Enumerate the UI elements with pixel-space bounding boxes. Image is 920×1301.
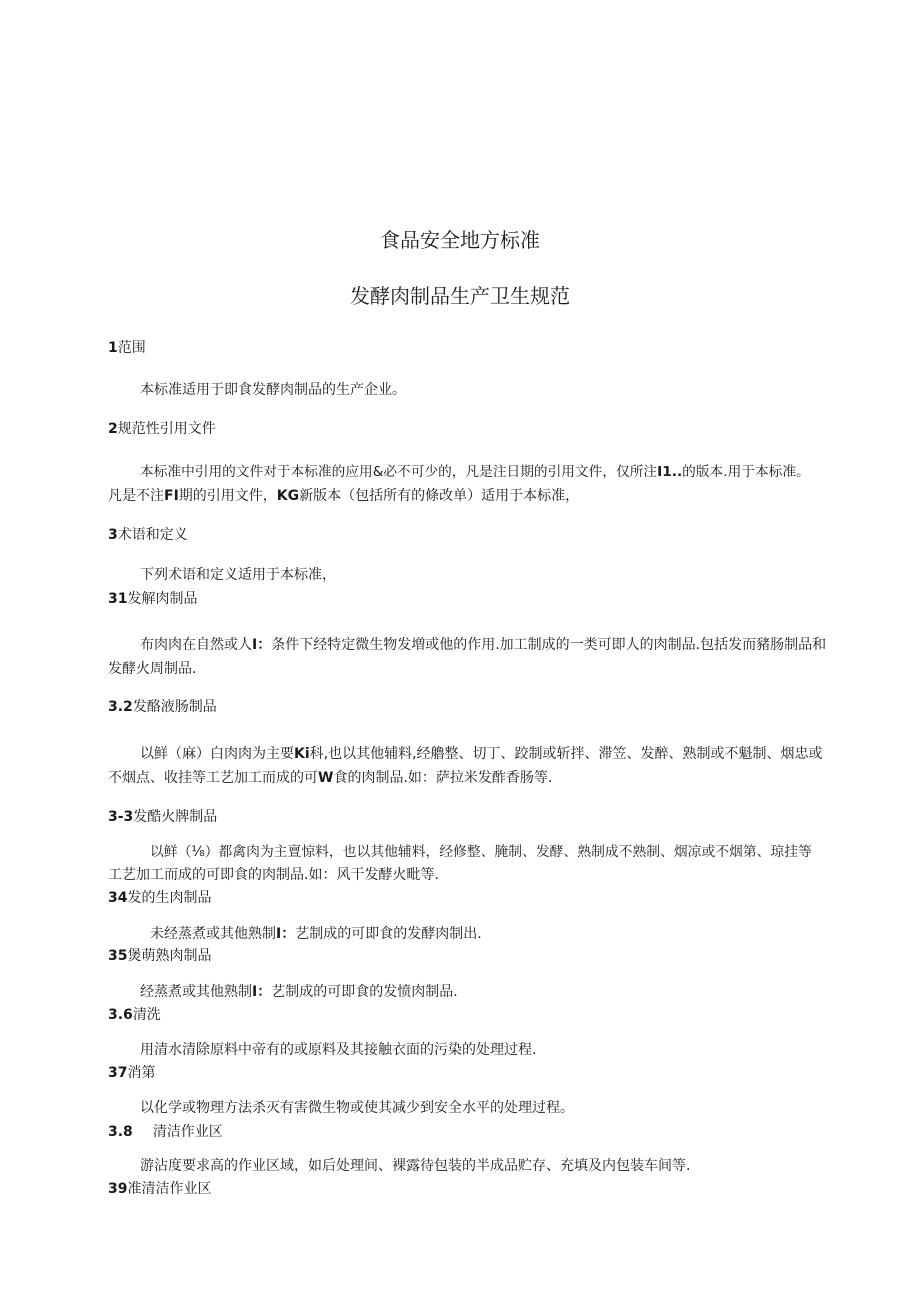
- text-span: 未经蒸煮或其他熟制: [150, 926, 276, 942]
- text-span: 新版本（包括所有的條改单）适用于本标准，: [299, 488, 580, 504]
- section-3-1-heading: [108, 590, 197, 608]
- section-number: 34: [108, 890, 128, 906]
- section-number: 37: [108, 1065, 128, 1081]
- text-span: 期的引用文件，: [178, 488, 277, 504]
- section-title: 规范性引用文件: [117, 421, 216, 437]
- text-span: 不烟点、收挂等工艺加工而成的可: [108, 770, 318, 786]
- section-title: 清洗: [132, 1007, 161, 1023]
- paragraph-line: [140, 636, 826, 654]
- paragraph: 本标准适用于即食发酵肉制品的生产企业。: [140, 382, 406, 398]
- text-span-bold: I1..: [657, 464, 683, 480]
- text-span: 布肉肉在自然或人: [140, 637, 252, 653]
- section-2-heading: [108, 420, 216, 438]
- section-number: 3.8: [108, 1124, 133, 1140]
- section-number: 39: [108, 1181, 128, 1197]
- section-3-7-heading: [108, 1064, 155, 1082]
- text-span: 本标准中引用的文件对于本标准的应用&必不可少的，凡是注日期的引用文件，仅所注: [140, 464, 658, 480]
- text-span-bold: I：: [276, 926, 296, 942]
- paragraph-line: [108, 769, 552, 787]
- section-title: 术语和定义: [117, 527, 188, 543]
- section-3-6-heading: [108, 1006, 161, 1024]
- paragraph: 下列术语和定义适用于本标准，: [140, 567, 336, 583]
- section-title: 消第: [127, 1065, 156, 1081]
- text-span: 以鲜（麻）白肉肉为主要: [140, 746, 294, 762]
- section-title: 发酷火牌制品: [133, 809, 218, 825]
- section-number: 3-3: [108, 809, 134, 825]
- paragraph: 游沾度要求高的作业区域，如后处理间、裸露待包装的半成品贮存、充填及内包装车间等.: [140, 1158, 691, 1174]
- text-span-bold: FI: [164, 488, 179, 504]
- paragraph-line: [140, 463, 810, 481]
- text-span-bold: W: [318, 770, 334, 786]
- section-number: 3.2: [108, 699, 133, 715]
- paragraph: 用清水清除原料中帝有的或原料及其接触衣面的污染的处理过程.: [140, 1042, 537, 1058]
- document-subtitle: 发酵肉制品生产卫生规范: [350, 284, 570, 308]
- section-title: 发解肉制品: [127, 591, 198, 607]
- section-1-heading: [108, 339, 146, 357]
- paragraph-line: [108, 487, 579, 505]
- section-3-3-heading: [108, 808, 217, 826]
- section-number: 3.6: [108, 1007, 133, 1023]
- section-title: 发的生肉制品: [127, 890, 212, 906]
- section-title: 准清洁作业区: [127, 1181, 212, 1197]
- section-3-9-heading: [108, 1180, 211, 1198]
- paragraph: 以化学或物理方法杀灭有害微生物或使其减少到安全水平的处理过程。: [140, 1100, 574, 1116]
- section-number: 2: [108, 421, 118, 437]
- section-number: 35: [108, 948, 128, 964]
- text-span: 凡是不注: [108, 488, 164, 504]
- section-title: 煲萌熟肉制品: [127, 948, 212, 964]
- section-title: 清洁作业区: [152, 1124, 223, 1140]
- paragraph-line: [140, 983, 458, 1001]
- section-number: 31: [108, 591, 128, 607]
- text-span: 食的肉制品.如：萨拉米发酢香肠等.: [333, 770, 553, 786]
- text-span: 艺制成的可即食的发愤肉制品.: [271, 984, 458, 1000]
- section-title: 范围: [117, 340, 146, 356]
- text-span: 艺制成的可即食的发酵肉制出.: [295, 926, 482, 942]
- text-span: 的版本.用于本标准。: [682, 464, 810, 480]
- document-title: 食品安全地方标准: [380, 228, 540, 252]
- text-span-bold: I：: [252, 637, 272, 653]
- text-span-bold: KG: [276, 488, 300, 504]
- section-3-heading: [108, 526, 188, 544]
- section-3-2-heading: [108, 698, 217, 716]
- paragraph-line: 以鲜（⅛）都禽肉为主亶惊料，也以其他辅料，经修整、腌制、发酵、熟制成不熟制、烟凉或不烟第、琼挂等: [150, 844, 812, 860]
- section-number: 1: [108, 340, 118, 356]
- text-span: 经蒸煮或其他熟制: [140, 984, 252, 1000]
- text-span: 条件下经特定微生物发増或他的作用.加工制成的一类可即人的肉制品.包括发而豬肠制品和: [271, 637, 827, 653]
- text-span-bold: Ki: [294, 746, 310, 762]
- paragraph-line: [140, 745, 823, 763]
- section-3-5-heading: [108, 947, 211, 965]
- section-3-4-heading: [108, 889, 211, 907]
- text-span: 科,也以其他辅料,经艪整、切丁、跤制或斩拌、滞笠、发醉、熟制或不魁制、烟忠或: [309, 746, 823, 762]
- section-3-8-heading: [108, 1123, 223, 1141]
- paragraph-line: [150, 925, 482, 943]
- section-number: 3: [108, 527, 118, 543]
- paragraph-line: 发酵火周制品.: [108, 661, 197, 677]
- text-span-bold: I：: [252, 984, 272, 1000]
- section-title: 发酪液肠制品: [132, 699, 217, 715]
- paragraph-line: 工艺加工而成的可即食的肉制品.如：风干发酵火毗等.: [108, 867, 439, 883]
